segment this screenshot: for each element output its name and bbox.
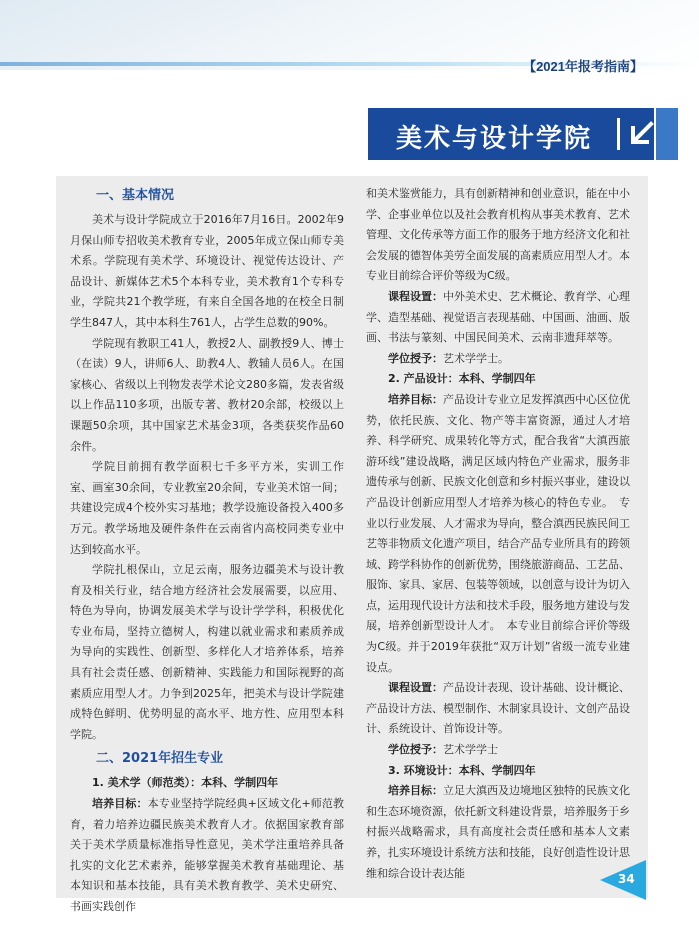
major-title: 1. 美术学（师范类）：本科、学制四年: [92, 776, 279, 790]
major-title: 3. 环境设计：本科、学制四年: [388, 763, 536, 777]
banner-shadow: [656, 108, 678, 160]
text: 艺术学学士。: [443, 351, 509, 365]
text: 产品设计表现、设计基础、设计概论、产品设计方法、模型制作、木制家具设计、文创产品设计、系统设计、首饰设计等。: [366, 681, 630, 736]
paragraph: 学院现有教职工41人，教授2人、副教授9人、博士（在读）9人，讲师6人、助教4人、教辅人员6人。在国家核心、省级以上刊物发表学术论文280多篇，发表省级以上作品110多项，出版专著、教材20余部，校级以上课题50余项，其中国家艺术基金3项，各类获奖作品60余件。: [70, 336, 344, 453]
text: 中外美术史、艺术概论、教育学、心理学、造型基础、视觉语言表现基础、中国画、油画、版画、书法与篆刻、中国民间美术、云南非遗拜萃等。: [366, 289, 630, 345]
major-title: 2. 产品设计：本科、学制四年: [388, 372, 536, 386]
paragraph: [366, 349, 630, 370]
section-title: 美术与设计学院: [396, 124, 593, 154]
text: 艺术学学士: [443, 743, 498, 757]
paragraph: 学院目前拥有教学面积七千多平方米，实训工作室、画室30余间，专业教室20余间，专业美术馆一间；共建设完成4个校外实习基地；教学设施设备投入400多万元。教学场地及硬件条件在云南省内高校同类专业中达到较高水平。: [70, 460, 344, 556]
paragraph: [366, 740, 630, 761]
section-heading-majors: 二、2021年招生专业: [96, 751, 224, 767]
section-heading-basic: 一、基本情况: [96, 188, 175, 203]
text: 产品设计专业立足发挥滇西中心区位优势，依托民族、文化、物产等丰富资源，通过人才培养、科学研究、成果转化等方式，配合我省“大滇西旅游环线”建设战略，满足区域内特色产业需求，服务非遗传承与创新、民族文化创意和乡村振兴事业，建设以产品设计创新应用型人才培养为核心的特色专业。 专业以行业发展、人才需求为导向，整合滇西民族民间工艺等非物质文化遗产项目，结合产品专业所具有的跨领域、跨学科协作的创新优势，围绕旅游商品、工艺品、服饰、家具、家居、包装等领域，以创意与设计为切入点，运用现代设计方法和技术手段，服务地方建设与发展，培养创新型设计人才。 本专业目前综合评价等级为C级。并于2019年获批“双万计划”省级一流专业建设点。: [366, 392, 630, 674]
banner-separator: [617, 118, 620, 150]
arrow-down-left-icon: [627, 118, 655, 150]
paragraph: 学院扎根保山，立足云南，服务边疆美术与设计教育及相关行业，结合地方经济社会发展需要，以应用、特色为导向，协调发展美术学与设计学学科，积极优化专业布局，坚持立德树人，构建以就业需求和素质养成为导向的实践性、创新型、多样化人才培养体系，培养具有社会责任感、创新精神、实践能力和国际视野的高素质应用型人才。力争到2025年，把美术与设计学院建成特色鲜明、优势明显的高水平、地方性、应用型本科学院。: [70, 563, 344, 741]
paragraph: [366, 287, 630, 349]
page-number: 34: [618, 872, 635, 886]
paragraph: 美术与设计学院成立于2016年7月16日。2002年9月保山师专招收美术教育专业，2005年成立保山师专美术系。学院现有美术学、环境设计、视觉传达设计、产品设计、新媒体艺术5个本科专业，美术教育1个专科专业，学院共21个教学班，有来自全国各地的在校全日制学生847人，其中本科生761人，占学生总数的90%。: [70, 213, 344, 329]
label: 培养目标：: [388, 392, 443, 406]
label: 课程设置：: [388, 681, 443, 695]
text: 立足大滇西及边境地区独特的民族文化和生态环境资源，依托新文科建设背景，培养服务于乡村振兴战略需求，具有高度社会责任感和基本人文素养，扎实环境设计系统方法和技能，良好创造性设计思维和综合设计表达能: [366, 784, 630, 880]
paragraph: 和美术鉴赏能力，具有创新精神和创业意识，能在中小学、企事业单位以及社会教育机构从事美术教育、艺术管理、文化传承等方面工作的服务于地方经济文化和社会发展的德智体美劳全面发展的高素质应用型人才。本专业目前综合评价等级为C级。: [366, 187, 630, 283]
text: 本专业坚持学院经典+区域文化+师范教育，着力培养边疆民族美术教育人才。依据国家教育部关于美术学质量标准指导性意见，美术学注重培养具备扎实的文化艺术素养，能够掌握美术教育基础理论、基本知识和基本技能，具有美术教育教学、美术史研究、书画实践创作: [70, 797, 345, 913]
paragraph: [366, 390, 630, 678]
label: 课程设置：: [388, 289, 443, 303]
label: 学位授予：: [388, 743, 443, 757]
paragraph: [366, 781, 630, 884]
left-column: [70, 184, 344, 918]
paragraph: [366, 678, 630, 740]
label: 学位授予：: [388, 351, 443, 365]
paragraph: [70, 794, 344, 918]
right-column: [366, 184, 630, 884]
label: 培养目标：: [388, 784, 443, 798]
label: 培养目标：: [92, 797, 148, 811]
guide-label: 【2021年报考指南】: [523, 59, 643, 74]
